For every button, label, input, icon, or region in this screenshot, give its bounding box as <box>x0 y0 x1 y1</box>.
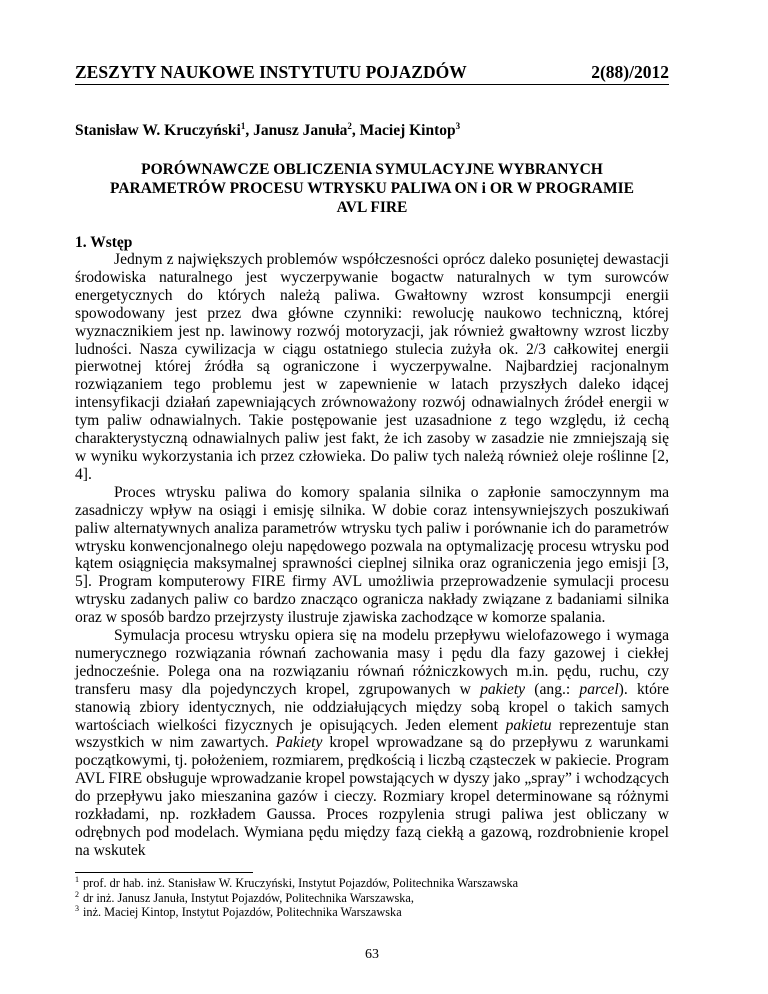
italic-term: pakietu <box>505 716 552 734</box>
issue-number: 2(88)/2012 <box>591 62 669 82</box>
journal-title: ZESZYTY NAUKOWE INSTYTUTU POJAZDÓW <box>75 62 467 82</box>
footnote: $^3$ inż. Maciej Kintop, Instytut Pojazdów, Politechnika Warszawska <box>75 904 402 920</box>
author-list: Stanisław W. Kruczyński$^1$, Janusz Januła$^2$, Maciej Kintop$^3$ <box>75 120 461 139</box>
footnote: $^2$ dr inż. Janusz Januła, Instytut Pojazdów, Politechnika Warszawska, <box>75 889 414 905</box>
section-heading: 1. Wstęp <box>75 234 133 251</box>
footnote-mark: 2 <box>75 889 79 899</box>
journal-header <box>75 62 669 85</box>
author-name: Maciej Kintop <box>359 122 456 139</box>
paragraph: Symulacja procesu wtrysku opiera się na modelu przepływu wielofazowego i wymaga numerycznego rozwiązania równań zachowania masy i pędu dla fazy gazowej i ciekłej jednocześnie. Polega ona na rozwiązaniu równań różniczkowych m.in. pędu, ruchu, czy transferu masy dla pojedynczych kropel, zgrupowanych w pakiety (ang.: parcel). które stanowią zbiory identycznych, nie oddziałujących między sobą kropel o takich samych wartościach wielkości fizycznych je opisujących. Jeden element pakietu reprezentuje stan wszystkich w nim zawartych. Pakiety kropel wprowadzane są do przepływu z warunkami początkowymi, tj. położeniem, rozmiarem, prędkością i liczbą cząsteczek w pakiecie. Program AVL FIRE obsługuje wprowadzanie kropel powstających w dyszy jako „spray” i wchodzących do przepływu jako mieszanina gazów i cieczy. Rozmiary kropel determinowane są różnymi rozkładami, np. rozkładem Gaussa. Proces rozpylenia strugi paliwa jest obliczany w odrębnych pod modelach. Wymiana pędu między fazą ciekłą a gazową, rozdrobnienie kropel na wskutek <box>75 627 670 859</box>
paper-title-line: AVL FIRE <box>336 199 408 216</box>
footnote-mark: 3 <box>75 904 79 914</box>
paragraph: Proces wtrysku paliwa do komory spalania silnika o zapłonie samoczynnym ma zasadniczy wpływ na osiągi i emisję silnika. W dobie coraz intensywniejszych poszukiwań paliw alternatywnych analiza parametrów wtrysku tych paliw i porównanie ich do parametrów wtrysku konwencjonalnego oleju napędowego pozwala na optymalizację procesu wtrysku pod kątem osiągnięcia maksymalnej sprawności cieplnej silnika oraz ograniczenia jego emisji [3, 5]. Program komputerowy FIRE firmy AVL umożliwia przeprowadzenie symulacji procesu wtrysku zadanych paliw co bardzo znacząco ogranicza nakłady związane z badaniami silnika oraz w sposób bardzo przejrzysty ilustruje zjawiska zachodzące w komorze spalania. <box>75 483 669 627</box>
paper-title-line: PORÓWNAWCZE OBLICZENIA SYMULACYJNE WYBRANYCH <box>141 161 603 178</box>
italic-term: parcel <box>579 680 619 698</box>
paper-title <box>75 160 669 217</box>
italic-term: Pakiety <box>275 734 323 752</box>
author-name: Stanisław W. Kruczyński <box>75 122 241 139</box>
footnote: $^1$ prof. dr hab. inż. Stanisław W. Kruczyński, Instytut Pojazdów, Politechnika Warszawska <box>75 874 519 890</box>
italic-term: pakiety <box>480 680 526 698</box>
paper-title-line: PARAMETRÓW PROCESU WTRYSKU PALIWA ON i OR W PROGRAMIE <box>110 180 634 197</box>
author-footnote-mark: 1 <box>240 120 246 131</box>
page-number: 63 <box>365 947 379 962</box>
author-footnote-mark: 2 <box>347 120 352 131</box>
paragraph: Jednym z największych problemów współczesności oprócz daleko posuniętej dewastacji środowiska naturalnego jest wyczerpywanie bogactw naturalnych w tym surowców energetycznych do których należą paliwa. Gwałtowny wzrost konsumpcji energii spowodowany jest przez dwa główne czynniki: rewolucję naukowo techniczną, której wyznacznikiem jest np. lawinowy rozwój motoryzacji, jak również gwałtowny wzrost liczby ludności. Nasza cywilizacja w ciągu ostatniego stulecia zużyła ok. 2/3 całkowitej energii pierwotnej której źródła są ograniczone i wyczerpywalne. Najbardziej racjonalnym rozwiązaniem tego problemu jest w zapewnienie w latach przyszłych daleko idącej intensyfikacji działań zapewniających zrównoważony rozwój odnawialnych źródeł energii w tym paliw odnawialnych. Takie postępowanie jest uzasadnione z tego względu, iż cechą charakterystyczną odnawialnych paliw jest fakt, że ich zasoby w zasadzie nie zmniejszają się w wyniku wykorzystania ich przez człowieka. Do paliw tych należą również oleje roślinne [2, 4]. <box>75 251 669 483</box>
body-text <box>75 251 669 860</box>
footnote-divider <box>75 872 253 873</box>
author-name: Janusz Januła <box>253 122 348 139</box>
footnote-mark: 1 <box>75 874 79 884</box>
author-footnote-mark: 3 <box>455 120 461 131</box>
footnotes <box>75 876 518 920</box>
